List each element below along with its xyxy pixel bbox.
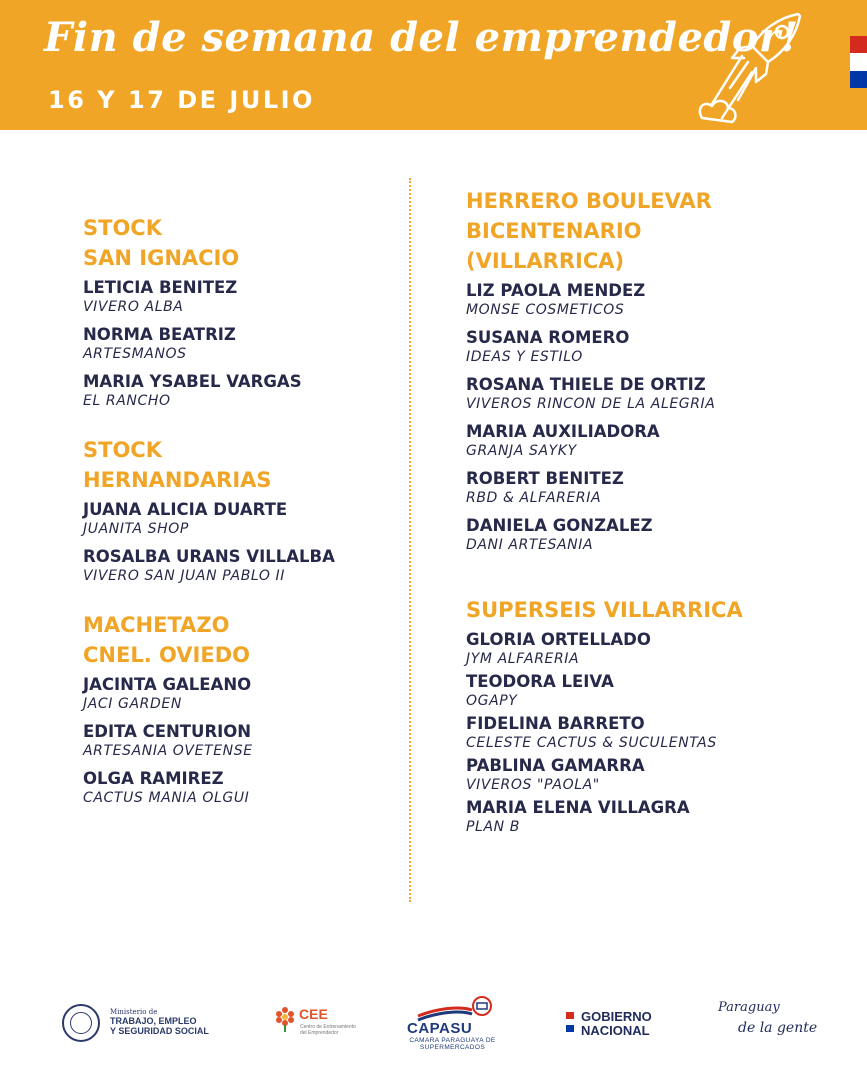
paraguay-flag-icon — [850, 36, 867, 88]
business-name: VIVERO ALBA — [83, 299, 184, 315]
store-name-line: SUPERSEIS VILLARRICA — [466, 598, 743, 622]
store-name-line: MACHETAZO — [83, 613, 230, 637]
exhibitor-entry — [466, 327, 856, 367]
exhibitor-entry — [466, 671, 856, 711]
exhibitor-entry — [83, 721, 403, 761]
exhibitor-entry — [466, 755, 856, 795]
flag-stripes-icon — [566, 1012, 574, 1032]
exhibitor-entry — [83, 499, 403, 539]
exhibitor-name: MARIA AUXILIADORA — [466, 422, 660, 441]
capasu-caption: CAMARA PARAGUAYA DE SUPERMERCADOS — [409, 1037, 496, 1051]
store-name-line: (VILLARRICA) — [466, 249, 625, 273]
gobierno-logo-text — [581, 1010, 652, 1038]
exhibitor-entry — [466, 515, 856, 555]
store-group — [466, 186, 856, 555]
business-name: PLAN B — [466, 819, 520, 835]
exhibitor-entry — [466, 280, 856, 320]
store-name — [83, 610, 403, 670]
exhibitor-name: MARIA ELENA VILLAGRA — [466, 798, 690, 817]
exhibitor-name: LIZ PAOLA MENDEZ — [466, 281, 646, 300]
mtess-line: TRABAJO, EMPLEO — [110, 1016, 197, 1026]
exhibitor-entry — [466, 468, 856, 508]
gobierno-line: NACIONAL — [581, 1023, 650, 1038]
left-column — [83, 213, 403, 832]
exhibitor-name: ROSANA THIELE DE ORTIZ — [466, 375, 706, 394]
exhibitor-name: LETICIA BENITEZ — [83, 278, 238, 297]
store-group — [83, 435, 403, 586]
business-name: GRANJA SAYKY — [466, 443, 577, 459]
exhibitor-name: JUANA ALICIA DUARTE — [83, 500, 288, 519]
store-name-line: SAN IGNACIO — [83, 246, 240, 270]
business-name: JUANITA SHOP — [83, 521, 189, 537]
mtess-line: Y SEGURIDAD SOCIAL — [110, 1026, 209, 1036]
exhibitor-name: MARIA YSABEL VARGAS — [83, 372, 302, 391]
exhibitor-entry — [466, 629, 856, 669]
exhibitor-name: ROSALBA URANS VILLALBA — [83, 547, 335, 566]
exhibitor-name: JACINTA GALEANO — [83, 675, 252, 694]
business-name: EL RANCHO — [83, 393, 171, 409]
store-name-line: HERRERO BOULEVAR — [466, 189, 712, 213]
business-name: RBD & ALFARERIA — [466, 490, 602, 506]
mtess-logo-text — [110, 1016, 240, 1036]
business-name: ARTESANIA OVETENSE — [83, 743, 253, 759]
sponsor-logos — [0, 990, 867, 1060]
business-name: OGAPY — [466, 693, 518, 709]
exhibitor-name: PABLINA GAMARRA — [466, 756, 645, 775]
exhibitor-entry — [83, 674, 403, 714]
exhibitor-name: FIDELINA BARRETO — [466, 714, 645, 733]
store-name-line: STOCK — [83, 438, 162, 462]
exhibitor-name: NORMA BEATRIZ — [83, 325, 236, 344]
exhibitor-name: OLGA RAMIREZ — [83, 769, 224, 788]
business-name: JYM ALFARERIA — [466, 651, 580, 667]
business-name: VIVEROS "PAOLA" — [466, 777, 600, 793]
store-group — [83, 610, 403, 808]
exhibitor-entry — [466, 374, 856, 414]
store-name — [83, 435, 403, 495]
store-name-line: STOCK — [83, 216, 162, 240]
event-title: Fin de semana del emprendedor! — [44, 14, 799, 61]
exhibitor-entry — [466, 421, 856, 461]
business-name: CELESTE CACTUS & SUCULENTAS — [466, 735, 717, 751]
store-name-line: CNEL. OVIEDO — [83, 643, 250, 667]
exhibitor-entry — [466, 797, 856, 837]
store-name — [466, 186, 856, 276]
business-name: VIVEROS RINCON DE LA ALEGRIA — [466, 396, 716, 412]
exhibitor-name: EDITA CENTURION — [83, 722, 252, 741]
business-name: ARTESMANOS — [83, 346, 187, 362]
cee-logo-text: CEE — [299, 1006, 328, 1022]
slogan-line: Paraguay — [718, 1000, 780, 1015]
capasu-logo-text: CAPASU — [407, 1020, 473, 1037]
right-column — [466, 186, 856, 877]
gobierno-line: GOBIERNO — [581, 1009, 652, 1024]
business-name: IDEAS Y ESTILO — [466, 349, 583, 365]
exhibitor-entry — [83, 546, 403, 586]
column-divider — [409, 178, 411, 902]
rocket-icon — [682, 8, 810, 130]
business-name: JACI GARDEN — [83, 696, 182, 712]
flower-icon — [274, 1006, 296, 1032]
exhibitor-name: ROBERT BENITEZ — [466, 469, 624, 488]
mtess-caption: Ministerio de — [110, 1008, 158, 1016]
store-name — [466, 595, 856, 625]
business-name: MONSE COSMETICOS — [466, 302, 625, 318]
store-group — [466, 595, 856, 837]
exhibitor-name: GLORIA ORTELLADO — [466, 630, 651, 649]
store-group — [83, 213, 403, 411]
business-name: CACTUS MANIA OLGUI — [83, 790, 250, 806]
slogan-line: de la gente — [738, 1020, 818, 1036]
exhibitor-entry — [83, 277, 403, 317]
exhibitor-name: TEODORA LEIVA — [466, 672, 614, 691]
exhibitor-entry — [83, 371, 403, 411]
exhibitor-name: SUSANA ROMERO — [466, 328, 630, 347]
exhibitor-entry — [83, 324, 403, 364]
store-name — [83, 213, 403, 273]
mtess-seal-icon — [62, 1004, 100, 1042]
exhibitor-entry — [466, 713, 856, 753]
store-name-line: HERNANDARIAS — [83, 468, 272, 492]
business-name: DANI ARTESANIA — [466, 537, 594, 553]
store-name-line: BICENTENARIO — [466, 219, 642, 243]
business-name: VIVERO SAN JUAN PABLO II — [83, 568, 286, 584]
exhibitor-entry — [83, 768, 403, 808]
cee-caption: Centro de Entrenamiento del Emprendedor — [300, 1024, 356, 1036]
exhibitor-name: DANIELA GONZALEZ — [466, 516, 653, 535]
header-banner — [0, 0, 867, 130]
event-date: 16 Y 17 DE JULIO — [48, 86, 315, 114]
